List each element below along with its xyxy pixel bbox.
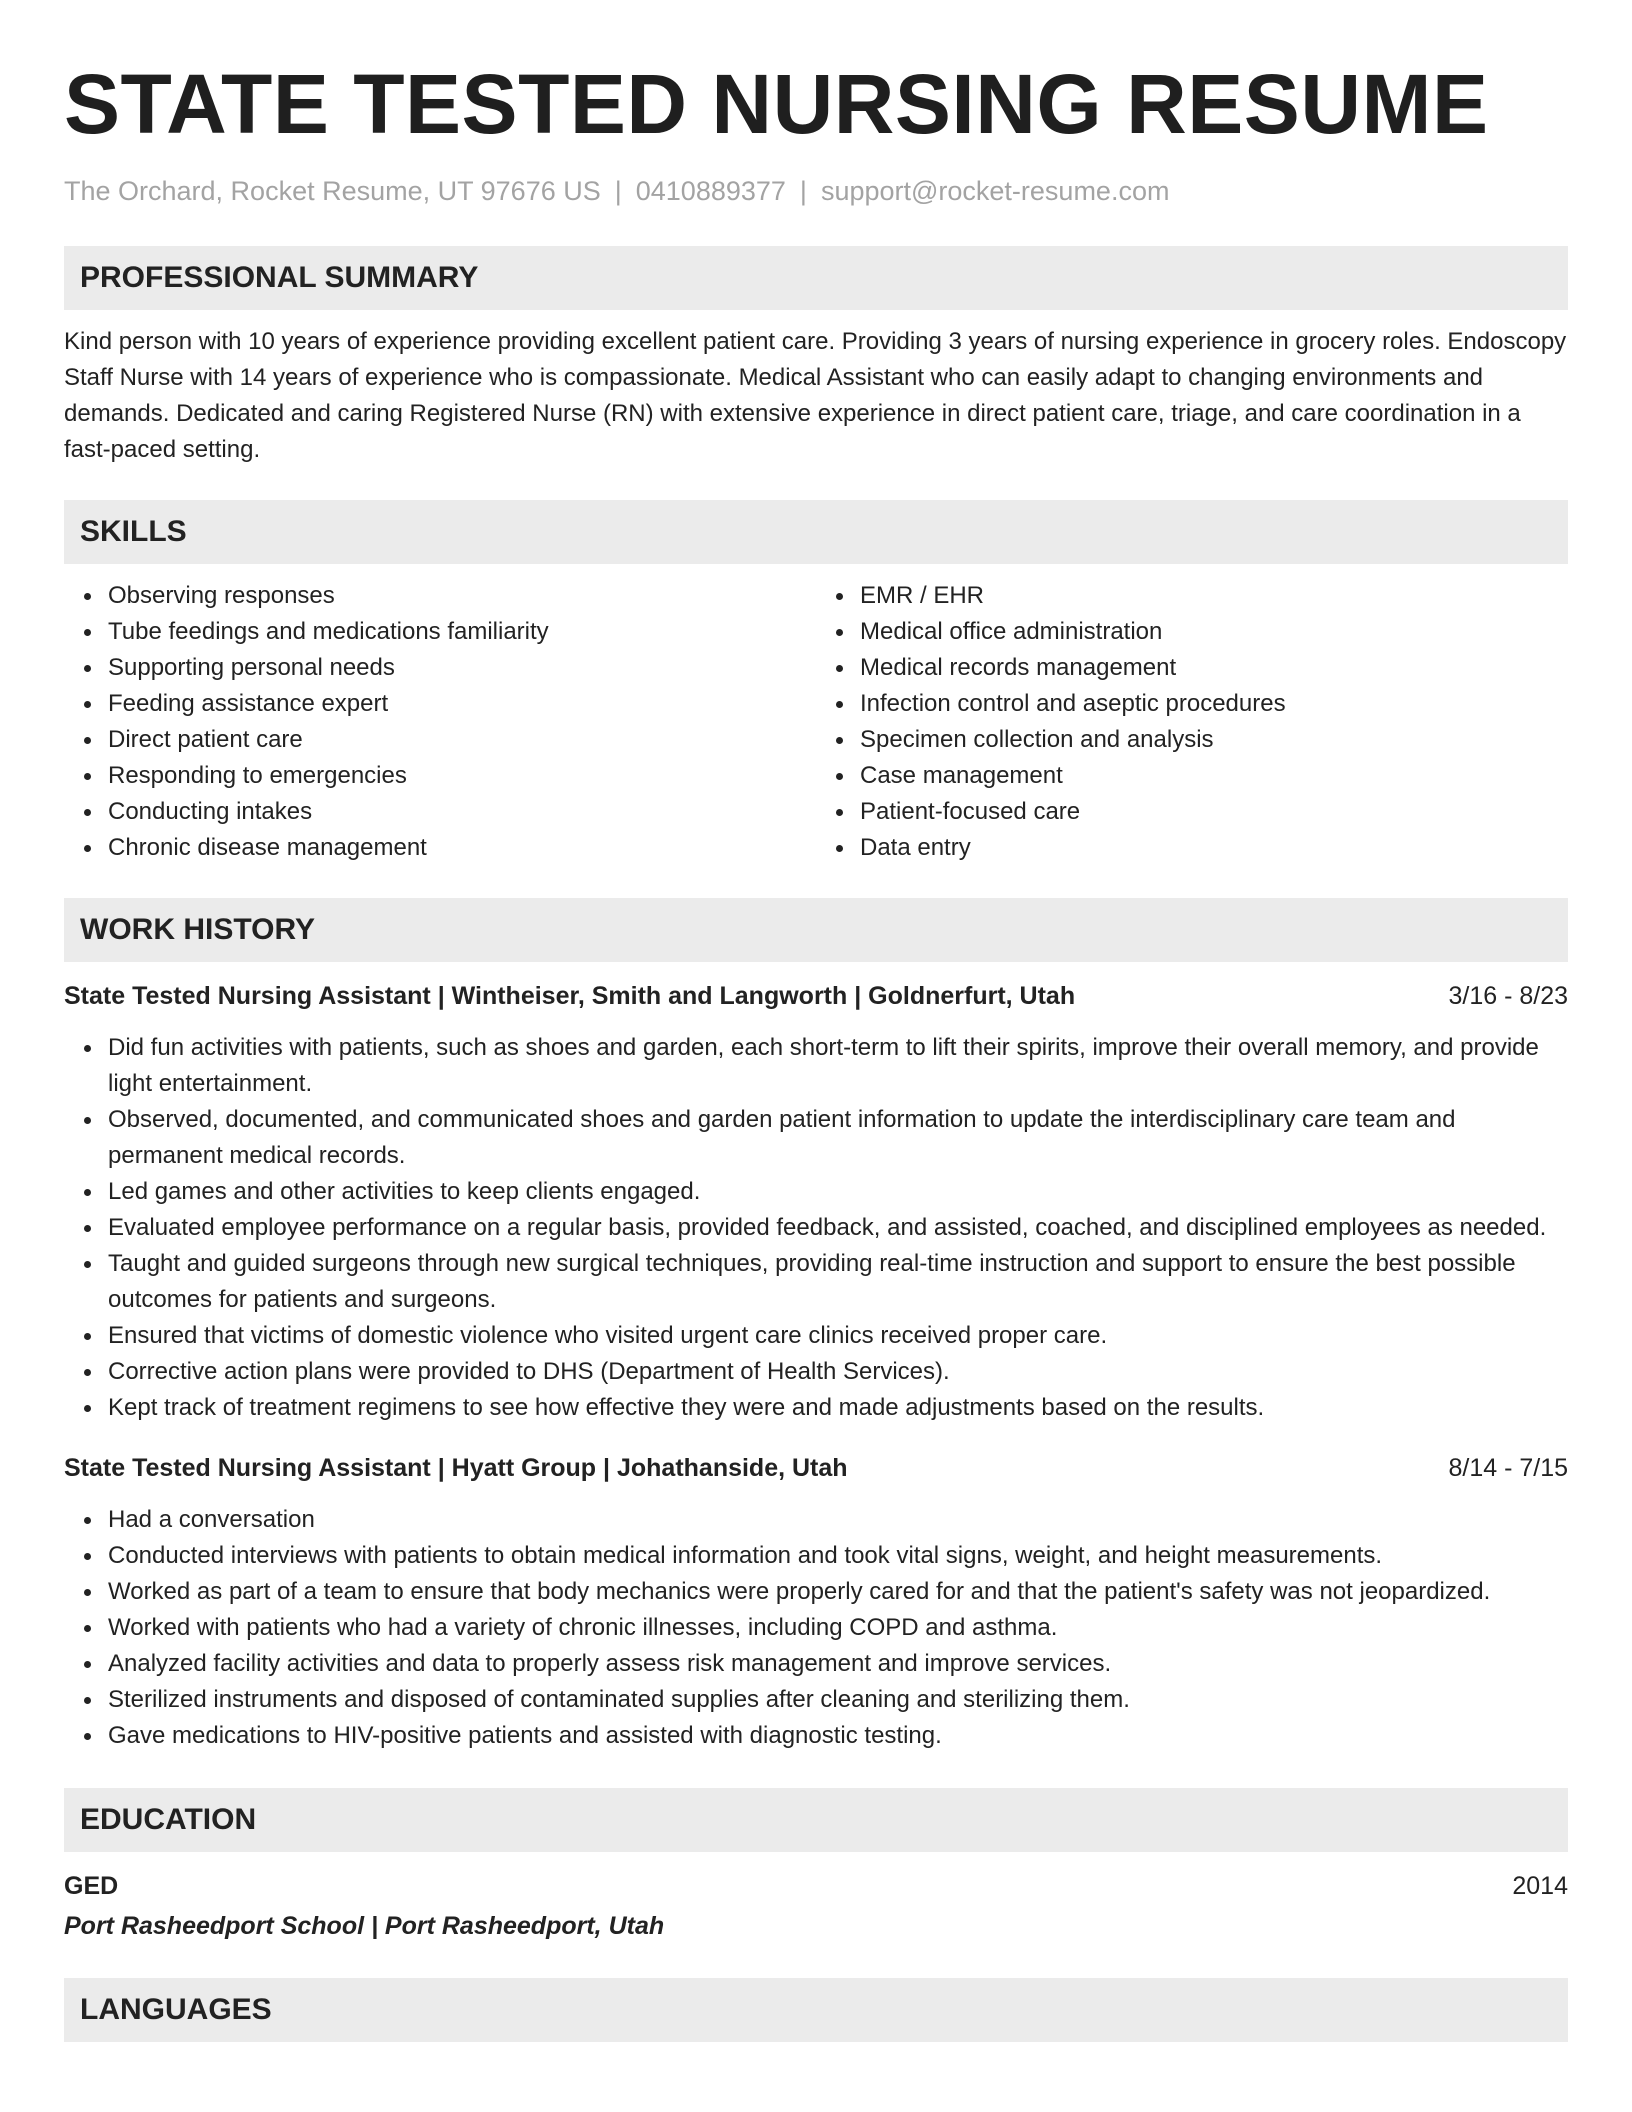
email-text: support@rocket-resume.com [820,176,1170,206]
job-duty: Evaluated employee performance on a regular basis, provided feedback, and assisted, coached, and disciplined employees as needed. [108,1210,1568,1246]
job-duty: Ensured that victims of domestic violence who visited urgent care clinics received proper care. [108,1318,1568,1354]
skill-item: Specimen collection and analysis [860,722,1568,758]
phone-text: 0410889377 [635,176,786,206]
skill-item: Case management [860,758,1568,794]
job-duty: Worked as part of a team to ensure that body mechanics were properly cared for and that the patient's safety was not jeopardized. [108,1574,1568,1610]
job-entry [64,978,1568,1426]
skill-item: Direct patient care [108,722,816,758]
address-text: The Orchard, Rocket Resume, UT 97676 US [64,176,601,206]
job-entry [64,1450,1568,1754]
skill-item: Tube feedings and medications familiarity [108,614,816,650]
education-header [64,1868,1568,1904]
job-duty: Kept track of treatment regimens to see how effective they were and made adjustments based on the results. [108,1390,1568,1426]
skill-item: Data entry [860,830,1568,866]
education-school: Port Rasheedport School | Port Rasheedport, Utah [64,1912,665,1940]
work-history-heading: WORK HISTORY [64,898,1568,962]
skills-heading: SKILLS [64,500,1568,564]
job-duty: Sterilized instruments and disposed of contaminated supplies after cleaning and sterilizing them. [108,1682,1568,1718]
education-entry [64,1868,1568,1944]
job-title: State Tested Nursing Assistant | Hyatt Group | Johathanside, Utah [64,1454,848,1482]
job-duty: Had a conversation [108,1502,1568,1538]
summary-heading: PROFESSIONAL SUMMARY [64,246,1568,310]
job-duty: Led games and other activities to keep clients engaged. [108,1174,1568,1210]
education-heading: EDUCATION [64,1788,1568,1852]
job-title: State Tested Nursing Assistant | Wintheiser, Smith and Langworth | Goldnerfurt, Utah [64,982,1076,1010]
job-duty: Gave medications to HIV-positive patients and assisted with diagnostic testing. [108,1718,1568,1754]
languages-heading: LANGUAGES [64,1978,1568,2042]
skill-item: Supporting personal needs [108,650,816,686]
skill-item: Conducting intakes [108,794,816,830]
job-duties [64,1502,1568,1754]
skills-list [64,578,1568,866]
job-header [64,1450,1568,1486]
job-dates: 3/16 - 8/23 [1448,982,1568,1010]
skill-item: Observing responses [108,578,816,614]
job-duty: Observed, documented, and communicated shoes and garden patient information to update the interdisciplinary care team and permanent medical records. [108,1102,1568,1174]
job-duty: Taught and guided surgeons through new surgical techniques, providing real-time instruction and support to ensure the best possible outcomes for patients and surgeons. [108,1246,1568,1318]
contact-separator: | [614,176,622,206]
job-duty: Analyzed facility activities and data to properly assess risk management and improve services. [108,1646,1568,1682]
job-dates: 8/14 - 7/15 [1448,1454,1568,1482]
skills-column-right [816,578,1568,866]
skill-item: Feeding assistance expert [108,686,816,722]
job-duty: Did fun activities with patients, such as shoes and garden, each short-term to lift their spirits, improve their overall memory, and provide light entertainment. [108,1030,1568,1102]
job-duties [64,1030,1568,1426]
skills-column-left [64,578,816,866]
education-year: 2014 [1512,1872,1568,1900]
skill-item: Medical records management [860,650,1568,686]
skill-item: Chronic disease management [108,830,816,866]
education-degree: GED [64,1872,119,1900]
summary-text: Kind person with 10 years of experience providing excellent patient care. Providing 3 years of nursing experience in grocery roles. Endoscopy Staff Nurse with 14 years of experience who is compassionate. Medical Assistant who can easily adapt to changing environments and demands. Dedicated and caring Registered Nurse (RN) with extensive experience in direct patient care, triage, and care coordination in a fast-paced setting. [64,328,1567,463]
job-duty: Worked with patients who had a variety of chronic illnesses, including COPD and asthma. [108,1610,1568,1646]
skill-item: Infection control and aseptic procedures [860,686,1568,722]
job-duty: Conducted interviews with patients to obtain medical information and took vital signs, weight, and height measurements. [108,1538,1568,1574]
skill-item: EMR / EHR [860,578,1568,614]
resume-title: STATE TESTED NURSING RESUME [64,57,1489,151]
contact-separator: | [799,176,807,206]
resume-page [64,0,1568,2042]
job-header [64,978,1568,1014]
contact-line [64,174,1568,208]
skill-item: Medical office administration [860,614,1568,650]
skill-item: Patient-focused care [860,794,1568,830]
job-duty: Corrective action plans were provided to DHS (Department of Health Services). [108,1354,1568,1390]
skill-item: Responding to emergencies [108,758,816,794]
